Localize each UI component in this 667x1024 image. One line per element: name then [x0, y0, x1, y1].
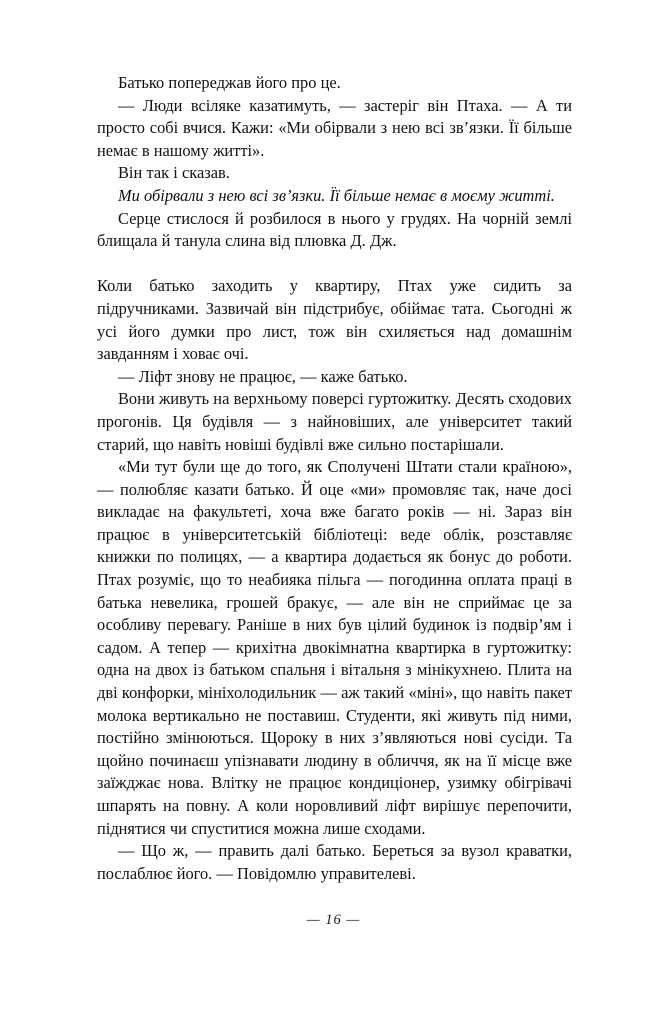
paragraph: Батько попереджав його про це. — [118, 73, 341, 92]
paragraph: Він так і сказав. — [118, 163, 230, 183]
paragraph: «Ми тут були ще до того, як Сполучені Штати стали країною», — полюбляє казати батько. Й оце «ми» промовляє так, наче досі викладає на факультеті, хоча вже багато років — ні. Зараз він працює в університетській бібліотеці: веде облік, розставляє книжки по полицях, — а квартира додається як бонус до роботи. Птах розуміє, що то неабияка пільга — погодинна оплата праці в батька невелика, грошей бракує, — але він не сприймає це за особливу перевагу. Раніше в них був цілий будинок із подвір’ям і садом. А тепер — крихітна двокімнатна квартирка в гуртожитку: одна на двох із батьком спальня і вітальня з мінікухнею. Плита на дві конфорки, мініхолодильник — аж такий «міні», що навіть пакет молока вертикально не поставиш. Студенти, які живуть під ними, постійно змінюються. Щороку в них з’являються нові сусіди. Та щойно починаєш упізнавати людину в обличчя, як на її місце вже заїжджає нова. Влітку не працює кондиціонер, узимку обігрівачі шпарять на повну. А коли норовливий ліфт вирішує перепочити, піднятися чи спуститися можна лише сходами. — [97, 457, 572, 838]
paragraph: — Люди всіляке казатимуть, — застеріг він Птаха. — А ти просто собі вчися. Кажи: «Ми обірвали з нею всі зв’язки. Її більше немає в нашому житті». — [97, 95, 572, 160]
paragraph: — Ліфт знову не працює, — каже батько. — [118, 366, 408, 386]
paragraph: Серце стислося й розбилося в нього у грудях. На чорній землі блищала й танула слина від плювка Д. Дж. — [97, 208, 572, 251]
page-text-block — [97, 72, 572, 885]
paragraph: Вони живуть на верхньому поверсі гуртожитку. Десять сходових прогонів. Ця будівля — з найновіших, але університет такий старий, що навіть новіші будівлі вже сильно постарішали. — [97, 389, 572, 454]
paragraph-italic: Ми обірвали з нею всі зв’язки. Її більше немає в моєму житті. — [118, 185, 555, 205]
paragraph: Коли батько заходить у квартиру, Птах уже сидить за підручниками. Зазвичай він підстрибує, обіймає тата. Сьогодні ж усі його думки про лист, тож він схиляється над домашнім завданням і ховає очі. — [97, 276, 572, 364]
paragraph: — Що ж, — править далі батько. Береться за вузол краватки, послаблює його. — Повідомлю управителеві. — [97, 841, 572, 883]
section-one — [97, 72, 572, 253]
section-divider — [97, 253, 572, 276]
page-number: — 16 — — [306, 912, 361, 928]
section-two — [97, 275, 572, 885]
